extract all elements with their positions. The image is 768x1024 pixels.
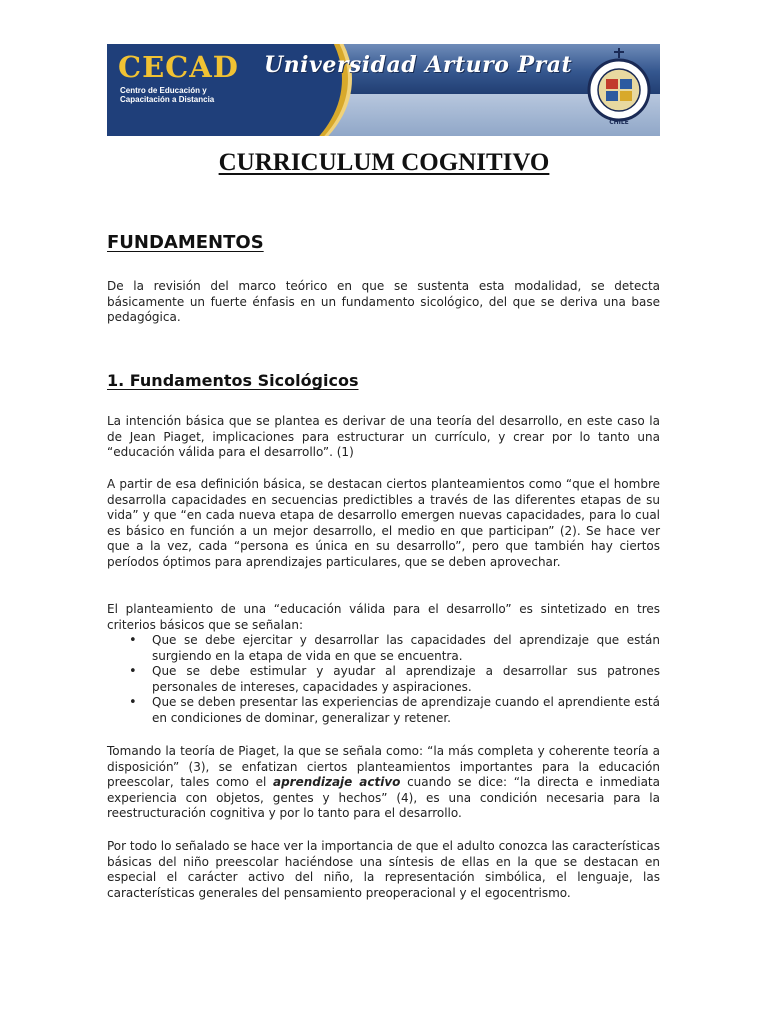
list-item: • Que se deben presentar las experiencias de aprendizaje cuando el aprendiente está en condiciones de dominar, generalizar y retener. — [107, 695, 660, 726]
paragraph-4-part-b: cuando se dice: “la directa e inmediata experiencia con objetos, gentes y hechos” (4), es una condición necesaria para la reestructuración cognitiva y por lo tanto para el desarrollo. — [107, 775, 660, 821]
document-title-wrapper — [0, 149, 768, 177]
seal-text: CHILE — [609, 119, 629, 126]
paragraph-4 — [107, 744, 660, 822]
paragraph-3: El planteamiento de una “educación válida para el desarrollo” es sintetizado en tres criterios básicos que se señalan: — [107, 602, 660, 632]
intro-paragraph: De la revisión del marco teórico en que se sustenta esta modalidad, se detecta básicamente un fuerte énfasis en un fundamento sicológico, del que se deriva una base pedagógica. — [107, 279, 660, 325]
cecad-subtitle-line1: Centro de Educación y — [120, 86, 207, 95]
university-name: Universidad Arturo Prat — [264, 52, 573, 78]
university-seal-icon — [586, 46, 652, 132]
cecad-logo-text: CECAD — [118, 50, 239, 84]
list-item: • Que se debe ejercitar y desarrollar las capacidades del aprendizaje que están surgiendo en la etapa de vida en que se encuentra. — [107, 633, 660, 664]
document-title: CURRICULUM COGNITIVO — [218, 149, 550, 176]
header-banner — [107, 44, 660, 136]
criteria-list — [107, 633, 660, 727]
section-heading-fundamentos: FUNDAMENTOS — [107, 232, 264, 253]
paragraph-1: La intención básica que se plantea es derivar de una teoría del desarrollo, en este caso la de Jean Piaget, implicaciones para estructurar un currículo, y crear por lo tanto una “educación válida para el desarrollo”. (1) — [107, 414, 660, 460]
paragraph-5: Por todo lo señalado se hace ver la importancia de que el adulto conozca las características básicas del niño preescolar haciéndose una síntesis de ellas en la que se destacan en especial el carácter activo del niño, la representación simbólica, el lenguaje, las características generales del pensamiento preoperacional y el egocentrismo. — [107, 839, 660, 900]
section-heading-psychological: 1. Fundamentos Sicológicos — [107, 371, 359, 390]
emphasis-active-learning: aprendizaje activo — [272, 775, 401, 790]
paragraph-4-part-a: Tomando la teoría de Piaget, la que se señala como: “la más completa y coherente teoría a disposición” (3), se enfatizan ciertos planteamientos importantes para la educación preescolar, tales como el — [107, 744, 660, 790]
paragraph-2: A partir de esa definición básica, se destacan ciertos planteamientos como “que el hombre desarrolla capacidades en secuencias predictibles a través de las diferentes etapas de su vida” y que “en cada nueva etapa de desarrollo emergen nuevas capacidades, para lo cual es básico en función a un mejor desarrollo, el medio en que participan” (2). Se hace ver que a la vez, cada “persona es única en su desarrollo”, pero que también hay ciertos períodos óptimos para aprendizajes particulares, que se deben aprovechar. — [107, 477, 660, 569]
cecad-logo-subtitle — [120, 86, 250, 104]
cecad-subtitle-line2: Capacitación a Distancia — [120, 95, 215, 104]
list-item: • Que se debe estimular y ayudar al aprendizaje a desarrollar sus patrones personales de intereses, capacidades y aspiraciones. — [107, 664, 660, 695]
